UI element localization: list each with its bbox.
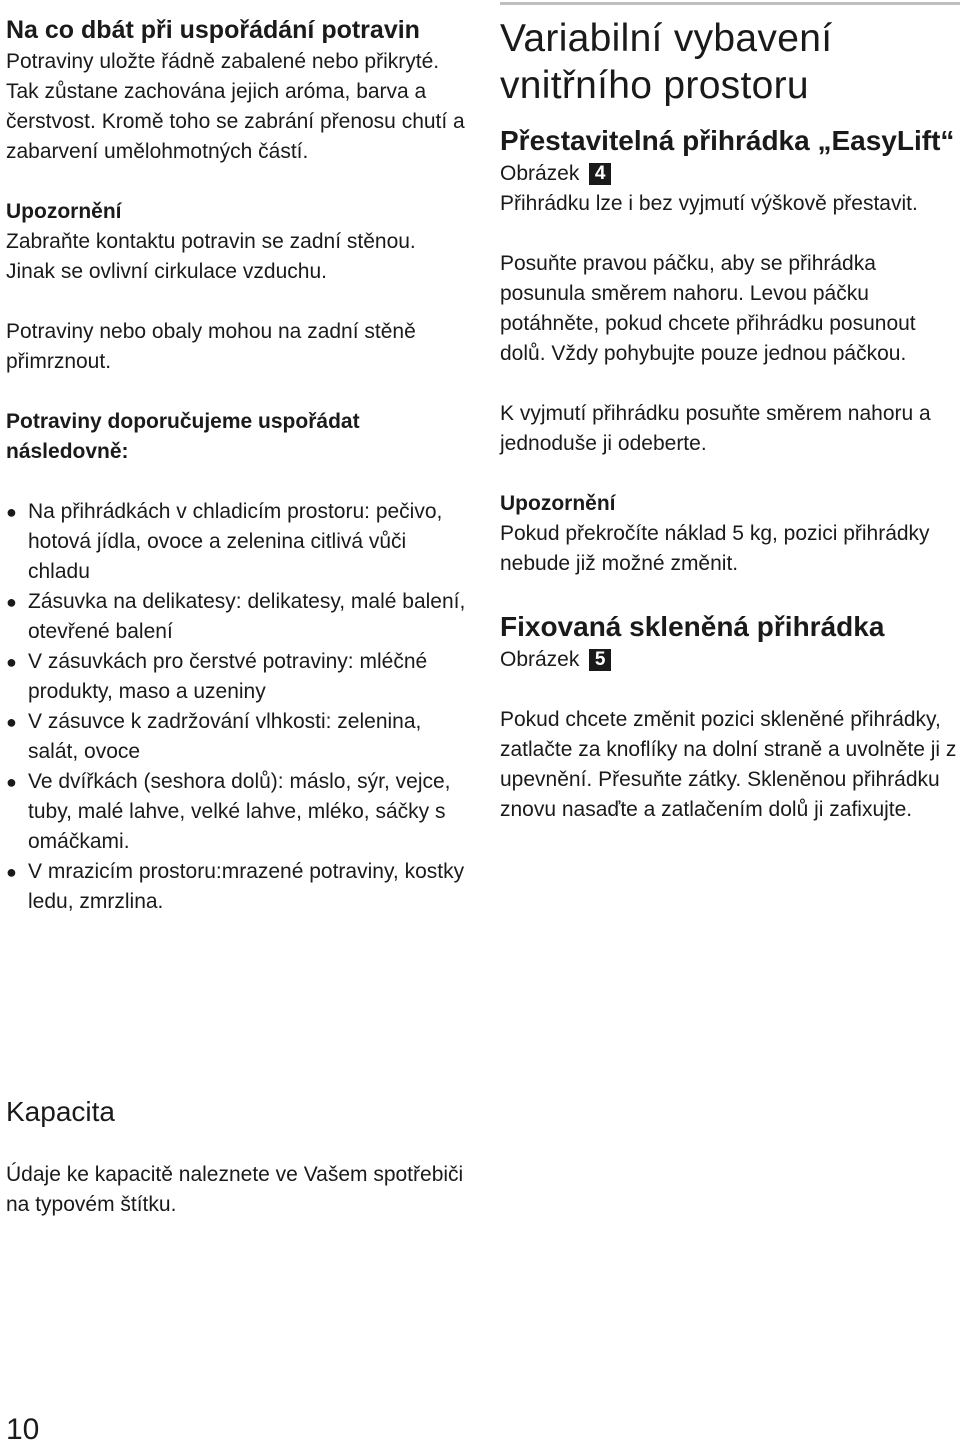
page-number: 10 — [6, 1413, 40, 1446]
arrange-heading: Potraviny doporučujeme uspořádat následovně: — [6, 410, 360, 463]
figure-number-badge: 5 — [589, 649, 611, 671]
easylift-paragraph-3: K vyjmutí přihrádku posuňte směrem nahoru a jednoduše ji odeberte. — [500, 402, 931, 455]
list-item: ● Zásuvka na delikatesy: delikatesy, malé balení, otevřené balení — [6, 587, 468, 647]
list-item: ● V zásuvkách pro čerstvé potraviny: mléčné produkty, maso a uzeniny — [6, 647, 468, 707]
bullet-icon: ● — [6, 772, 17, 792]
easylift-paragraph-2: Posuňte pravou páčku, aby se přihrádka posunula směrem nahoru. Levou páčku potáhněte, pokud chcete přihrádku posunout dolů. Vždy pohybujte pouze jednou páčkou. — [500, 252, 916, 365]
page-title: Variabilní vybavení vnitřního prostoru — [500, 17, 833, 107]
figure-reference-5: Obrázek 5 — [500, 645, 960, 675]
glass-shelf-paragraph: Pokud chcete změnit pozici skleněné přihrádky, zatlačte za knoflíky na dolní straně a uvolněte ji z upevnění. Přesuňte zátky. Skleněnou přihrádku znovu nasaďte a zatlačením dolů ji zafixujte. — [500, 708, 957, 821]
notice-text-right: Pokud překročíte náklad 5 kg, pozici přihrádky nebude již možné změnit. — [500, 522, 930, 575]
notice-text: Zabraňte kontaktu potravin se zadní stěnou. Jinak se ovlivní cirkulace vzduchu. — [6, 230, 416, 283]
capacity-text: Údaje ke kapacitě naleznete ve Vašem spotřebiči na typovém štítku. — [6, 1163, 464, 1216]
title-rule — [500, 2, 960, 5]
capacity-heading: Kapacita — [6, 1096, 115, 1127]
figure-number-badge: 4 — [589, 163, 611, 185]
notice-label: Upozornění — [6, 200, 122, 223]
list-item: ● Na přihrádkách v chladicím prostoru: pečivo, hotová jídla, ovoce a zelenina citlivá vůči chladu — [6, 497, 468, 587]
bullet-icon: ● — [6, 502, 17, 522]
notice-text-freeze: Potraviny nebo obaly mohou na zadní stěně přimrznout. — [6, 320, 416, 373]
figure-reference-4: Obrázek 4 — [500, 159, 960, 189]
bullet-icon: ● — [6, 862, 17, 882]
bullet-icon: ● — [6, 652, 17, 672]
paragraph-packaging: Potraviny uložte řádně zabalené nebo přikryté. — [6, 50, 440, 73]
list-item: ● V mrazicím prostoru:mrazené potraviny, kostky ledu, zmrzlina. — [6, 857, 468, 917]
notice-label-right: Upozornění — [500, 492, 616, 515]
right-column — [500, 0, 960, 825]
bullet-icon: ● — [6, 712, 17, 732]
left-column — [6, 0, 468, 917]
easylift-paragraph-1: Přihrádku lze i bez vyjmutí výškově přestavit. — [500, 192, 918, 215]
arrangement-list — [6, 497, 468, 917]
list-item: ● V zásuvce k zadržování vlhkosti: zelenina, salát, ovoce — [6, 707, 468, 767]
list-item: ● Ve dvířkách (seshora dolů): máslo, sýr, vejce, tuby, malé lahve, velké lahve, mléko, sáčky s omáčkami. — [6, 767, 468, 857]
glass-shelf-heading: Fixovaná skleněná přihrádka — [500, 611, 885, 642]
easylift-heading: Přestavitelná přihrádka „EasyLift“ — [500, 125, 955, 156]
section-heading-arrangement: Na co dbát při uspořádání potravin — [6, 16, 420, 44]
capacity-section — [6, 1094, 476, 1220]
paragraph-aroma: Tak zůstane zachována jejich aróma, barva a čerstvost. Kromě toho se zabrání přenosu chutí a zabarvení umělohmotných částí. — [6, 80, 465, 163]
bullet-icon: ● — [6, 592, 17, 612]
